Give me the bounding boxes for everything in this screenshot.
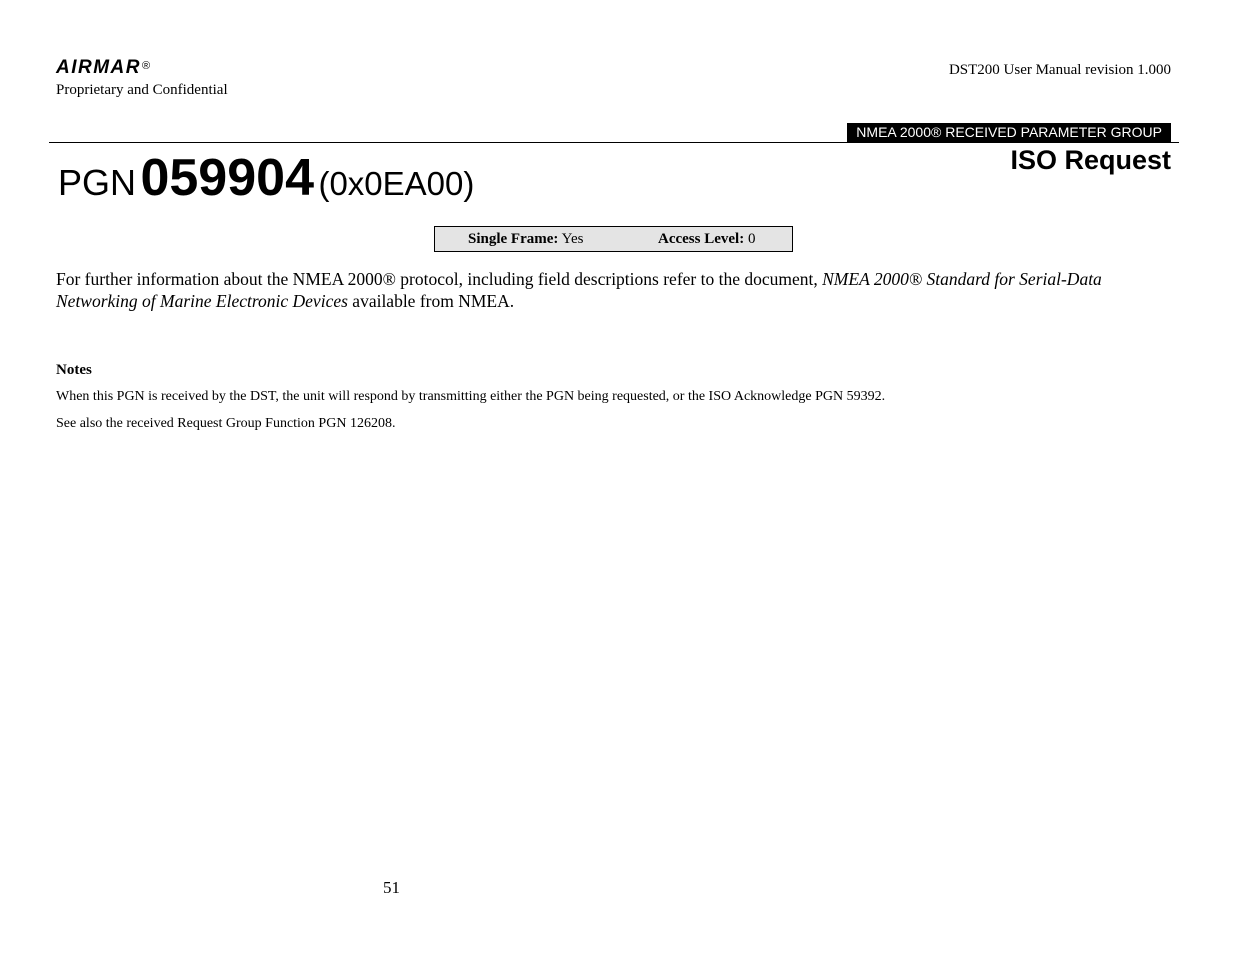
parameter-group-tag: NMEA 2000® RECEIVED PARAMETER GROUP (847, 123, 1171, 142)
single-frame-value: Yes (561, 231, 584, 247)
note-item: When this PGN is received by the DST, the unit will respond by transmitting either the PGN being requested, or the ISO Acknowledge PGN 59392. (56, 389, 886, 404)
pgn-prefix: PGN (58, 162, 137, 203)
intro-text: For further information about the NMEA 2000® protocol, including field descriptions refer to the document, (56, 269, 823, 289)
intro-paragraph (56, 269, 1176, 312)
page-number: 51 (383, 878, 400, 897)
manual-revision: DST200 User Manual revision 1.000 (948, 62, 1171, 78)
document-title-line2: Networking of Marine Electronic Devices (56, 290, 348, 311)
pgn-hex: (0x0EA00) (318, 165, 475, 202)
access-level-label: Access Level: (658, 231, 745, 247)
intro-text-end: available from NMEA. (347, 290, 515, 311)
pgn-name: ISO Request (1010, 145, 1171, 175)
pgn-number: 059904 (140, 149, 314, 207)
airmar-logo (56, 57, 150, 79)
access-level-value: 0 (747, 231, 756, 247)
confidential-notice: Proprietary and Confidential (56, 82, 228, 98)
registered-mark: ® (142, 60, 151, 72)
frame-info-box (434, 226, 793, 252)
notes-heading: Notes (56, 362, 92, 378)
document-title-line1: NMEA 2000® Standard for Serial-Data (822, 269, 1102, 289)
header-divider (49, 142, 1179, 143)
brand-name: AIRMAR (56, 57, 141, 78)
pgn-title (58, 148, 474, 221)
single-frame-field (468, 227, 583, 251)
single-frame-label: Single Frame: (468, 231, 559, 247)
note-item: See also the received Request Group Function PGN 126208. (56, 416, 396, 431)
access-level-field (658, 227, 755, 251)
